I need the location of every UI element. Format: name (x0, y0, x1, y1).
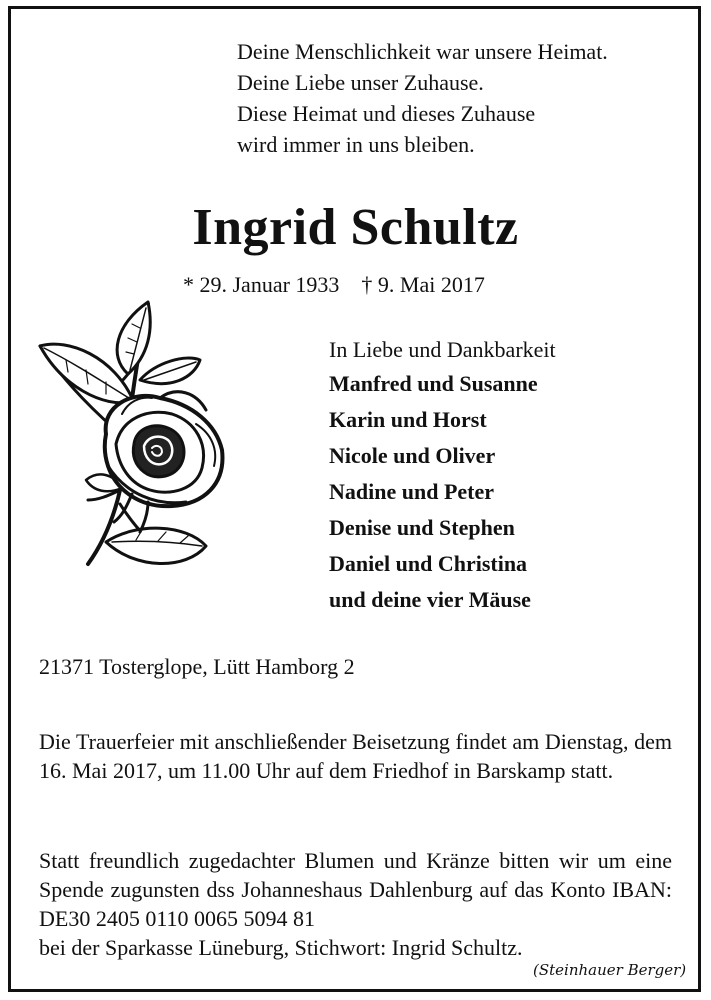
family-intro: In Liebe und Dankbarkeit (329, 337, 556, 362)
family-member: Nicole und Oliver (329, 443, 496, 468)
family-member: Karin und Horst (329, 407, 487, 432)
stonemason-signature: (Steinhauer Berger) (533, 961, 687, 979)
family-member: und deine vier Mäuse (329, 587, 531, 612)
deceased-name: Ingrid Schultz (192, 199, 519, 256)
family-member: Nadine und Peter (329, 479, 494, 504)
birth-date: * 29. Januar 1933 (183, 272, 340, 297)
motto-line: Diese Heimat und dieses Zuhause (237, 101, 536, 126)
funeral-info: Die Trauerfeier mit anschließender Beisetzung findet am Dienstag, dem 16. Mai 2017, um 11.00 Uhr auf dem Friedhof in Barskamp statt. (39, 729, 672, 783)
family-member: Manfred und Susanne (329, 371, 538, 396)
motto-line: wird immer in uns bleiben. (237, 132, 475, 157)
death-date: † 9. Mai 2017 (361, 272, 485, 297)
donation-bank: bei der Sparkasse Lüneburg, Stichwort: Ingrid Schultz. (39, 935, 523, 960)
mourning-address: 21371 Tosterglope, Lütt Hamborg 2 (39, 654, 355, 679)
motto-line: Deine Menschlichkeit war unsere Heimat. (237, 39, 608, 64)
donation-info (39, 846, 672, 962)
motto-verse (237, 36, 608, 160)
donation-text: Statt freundlich zugedachter Blumen und Kränze bitten wir um eine Spende zugunsten dss Johanneshaus Dahlenburg auf das Konto IBAN: DE30 2405 0110 0065 5094 81 (39, 848, 672, 931)
rose-illustration (36, 294, 232, 586)
motto-line: Deine Liebe unser Zuhause. (237, 70, 484, 95)
family-member: Daniel und Christina (329, 551, 528, 576)
family-list (329, 334, 556, 618)
family-member: Denise und Stephen (329, 515, 515, 540)
